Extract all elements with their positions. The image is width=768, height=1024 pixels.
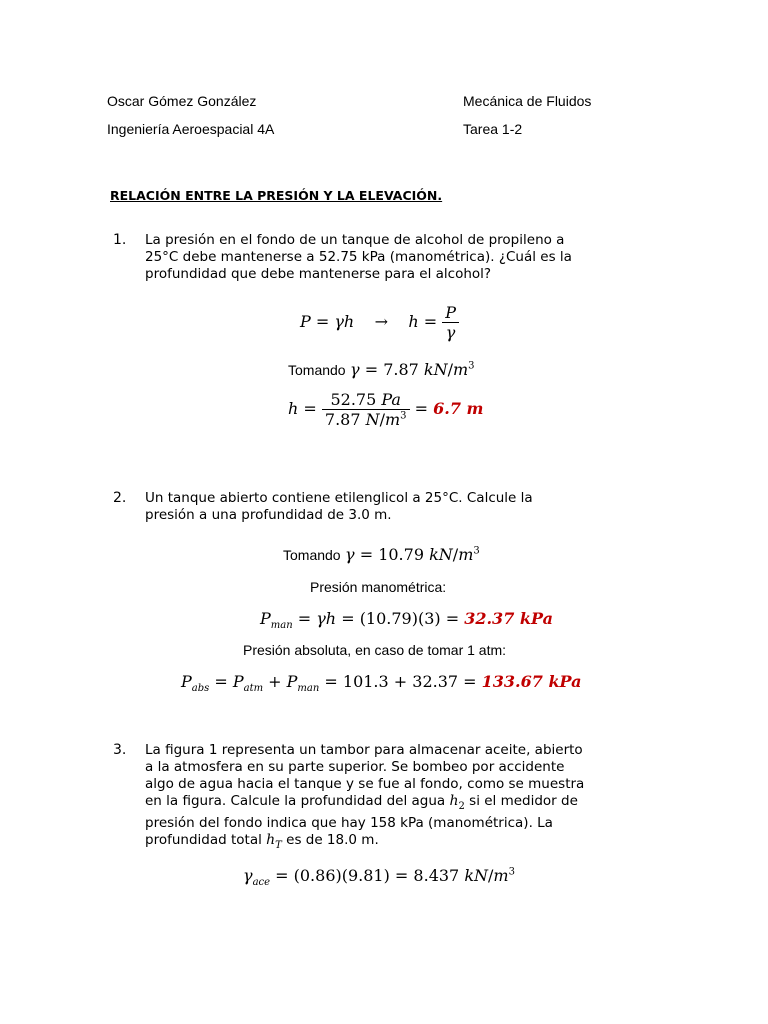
q1-tomando: Tomando [288, 362, 346, 378]
q2-gamma-value: 10.79 [378, 545, 424, 564]
q1-formula-fraction: $\frac{P}{\gamma}$ [442, 303, 459, 342]
q1-gamma-value: 7.87 [383, 360, 419, 379]
section-title: RELACIÓN ENTRE LA PRESIÓN Y LA ELEVACIÓN. [110, 188, 443, 203]
q2-label-abs: Presión absoluta, en caso de tomar 1 atm: [243, 642, 507, 658]
q2-gamma-line: Tomando γ = 10.79 $kN/m^3$ [283, 545, 480, 564]
q2-abs-equation: $P_{abs} = P_{atm} + P_{man} = 101.3 + 32.37 = 133.67$ kPa [181, 672, 582, 695]
q2-tomando: Tomando [283, 547, 341, 563]
q2-abs-calc: 101.3 + 32.37 [342, 672, 459, 691]
q1-gamma-line: Tomando γ = 7.87 $kN/m^3$ [288, 360, 475, 379]
q1-number: 1. [113, 232, 127, 248]
q2-number: 2. [113, 490, 127, 506]
q2-text: Un tanque abierto contiene etilenglicol a 25°C. Calcule la presión a una profundidad de 3.0 m. [145, 490, 533, 523]
q2-man-result: 32.37 kPa [464, 609, 553, 628]
q3-gamma-equation: $\gamma_{ace} = (0.86)(9.81) = 8.437$ $kN/m^3$ [243, 866, 515, 889]
q1-text: La presión en el fondo de un tanque de alcohol de propileno a 25°C debe mantenerse a 52.75 kPa (manométrica). ¿Cuál es la profundidad que debe mantenerse para el alcohol? [145, 232, 572, 282]
q2-man-equation: $P_{man} = \gamma h = (10.79)(3) = 32.37$ kPa [260, 609, 553, 632]
q2-label-man: Presión manométrica: [310, 579, 447, 595]
q1-formula: P = γh → h = $\frac{P}{\gamma}$ [300, 303, 459, 342]
q1-calculation: h = $\frac{52.75 Pa}{7.87 N/m^3}$ = 6.7 m [288, 390, 484, 429]
q3-text-b: si el medidor de presión del fondo indica que hay 158 kPa (manométrica). La profundidad total [145, 793, 578, 848]
course-name: Mecánica de Fluidos [463, 93, 592, 109]
q1-result: 6.7 m [433, 399, 484, 418]
q2-abs-result: 133.67 kPa [481, 672, 582, 691]
q1-denominator: 7.87 [324, 410, 361, 429]
q3-gamma-result: 8.437 [413, 866, 460, 885]
assignment-name: Tarea 1-2 [463, 121, 523, 137]
q1-numerator: 52.75 [330, 390, 377, 409]
author-name: Oscar Gómez González [107, 93, 257, 109]
q3-text-a: La figura 1 representa un tambor para almacenar aceite, abierto a la atmosfera en su parte superior. Se bombeo por accidente algo de agua hacia el tanque y se fue al fondo, como se muestra en la figura. Calcule la profundidad del agua [145, 742, 585, 809]
q1-calc-fraction: $\frac{52.75 Pa}{7.87 N/m^3}$ [322, 390, 410, 429]
q3-number: 3. [113, 742, 127, 758]
q3-text: La figura 1 representa un tambor para almacenar aceite, abierto a la atmosfera en su parte superior. Se bombeo por accidente algo de agua hacia el tanque y se fue al fondo, como se muestra en la figura. Calcule la profundidad del agua $h_2$ si el medidor de presión del fondo indica que hay 158 kPa (manométrica). La profundidad total $h_T$ es de 18.0 m. [145, 742, 585, 851]
q3-gamma-calc: (0.86)(9.81) [293, 866, 390, 885]
q3-text-c: es de 18.0 m. [286, 831, 379, 848]
q2-man-calc: (10.79)(3) [359, 609, 441, 628]
program-name: Ingeniería Aeroespacial 4A [107, 121, 275, 137]
